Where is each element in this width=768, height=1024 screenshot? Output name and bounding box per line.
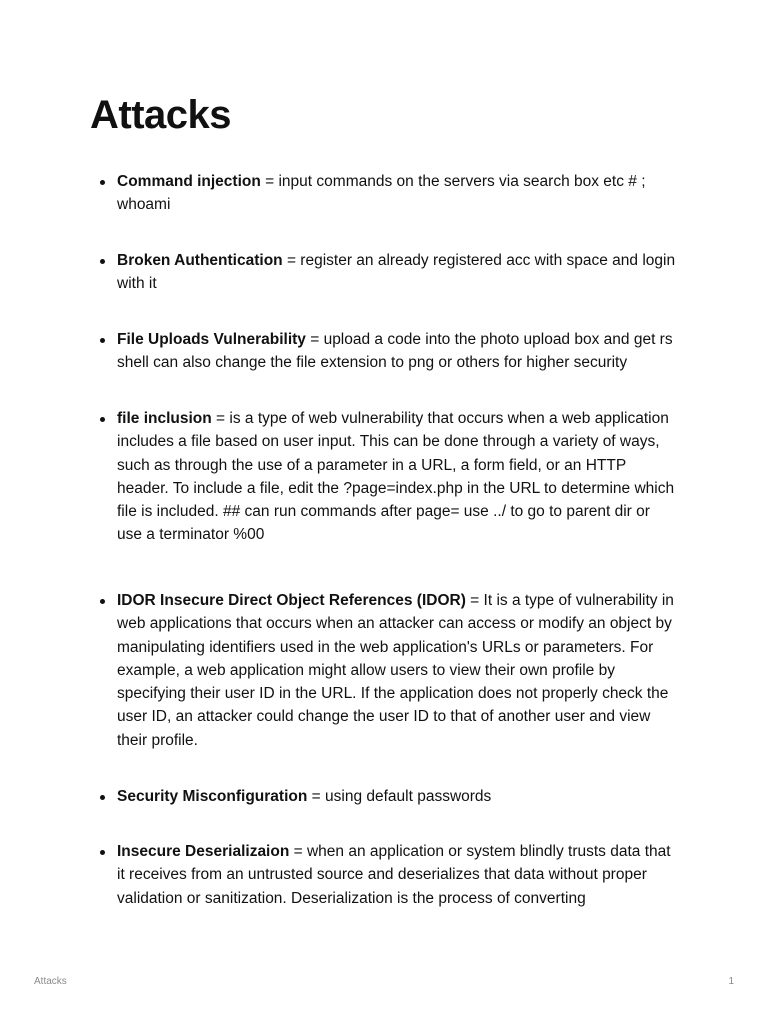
footer-title: Attacks — [34, 976, 67, 987]
item-term: file inclusion — [117, 410, 212, 427]
page-number: 1 — [728, 976, 734, 987]
item-description: = It is a type of vulnerability in web applications that occurs when an attacker can access or modify an object by manipulating identifiers used in the web application's URLs or parameters. For example, a web application might allow users to view their own profile by specifying their user ID in the URL. If the application does not properly check the user ID, an attacker could change the user ID to that of another user and view their profile. — [117, 592, 674, 749]
page-title: Attacks — [90, 93, 232, 137]
list-item-security-misconfiguration — [117, 785, 677, 808]
item-term: Broken Authentication — [117, 252, 283, 269]
list-item-broken-authentication — [117, 249, 677, 296]
item-description: = is a type of web vulnerability that occurs when a web application includes a file based on user input. This can be done through a variety of ways, such as through the use of a parameter in a URL, a form field, or an HTTP header. To include a file, edit the ?page=index.php in the URL to determine which file is included. ## can run commands after page= use ../ to go to parent dir or use a terminator %00 — [117, 410, 675, 544]
list-item-insecure-deserialization — [117, 840, 677, 910]
item-description: = register an already registered acc with space and login with it — [117, 252, 676, 293]
list-item-idor — [117, 589, 677, 752]
list-item-file-uploads — [117, 328, 677, 375]
item-description: = using default passwords — [307, 788, 492, 805]
list-item-file-inclusion — [117, 407, 677, 547]
item-term: File Uploads Vulnerability — [117, 331, 306, 348]
item-term: Command injection — [117, 173, 261, 190]
item-description: = upload a code into the photo upload box and get rs shell can also change the file extension to png or others for higher security — [117, 331, 673, 372]
item-term: IDOR Insecure Direct Object References (IDOR) — [117, 592, 466, 609]
item-description: = input commands on the servers via search box etc # ; whoami — [117, 173, 646, 214]
list-item-command-injection — [117, 170, 677, 217]
item-term: Security Misconfiguration — [117, 788, 308, 805]
item-term: Insecure Deserializaion — [117, 843, 290, 860]
item-description: = when an application or system blindly trusts data that it receives from an untrusted source and deserializes that data without proper validation or sanitization. Deserialization is the process of converting — [117, 843, 671, 907]
